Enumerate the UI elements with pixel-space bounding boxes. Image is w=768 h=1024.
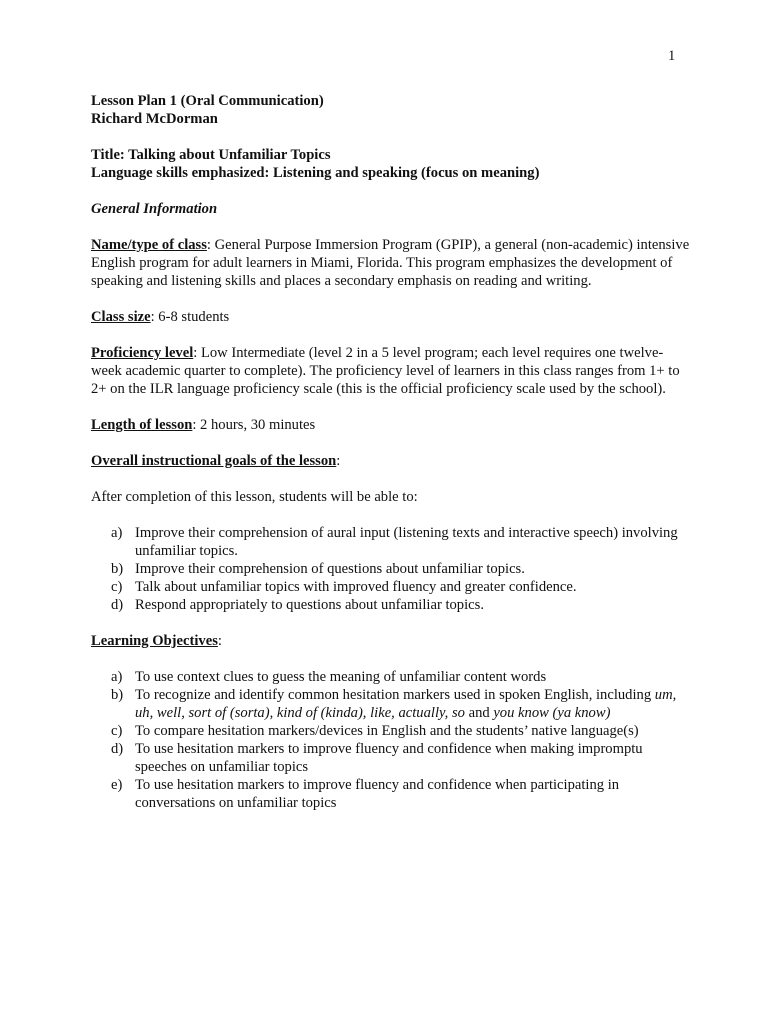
objectives-colon: : <box>217 633 222 649</box>
list-item <box>91 722 691 740</box>
list-marker: c) <box>111 723 123 739</box>
name-type-paragraph <box>91 236 691 290</box>
list-item-text: To compare hesitation markers/devices in English and the students’ native language(s) <box>135 723 639 739</box>
list-item <box>91 686 691 722</box>
lesson-plan-heading: Lesson Plan 1 (Oral Communication) <box>91 93 324 109</box>
list-marker: b) <box>111 561 124 577</box>
author-name: Richard McDorman <box>91 111 218 127</box>
proficiency-text: : Low Intermediate (level 2 in a 5 level program; each level requires one twelve-week academic quarter to complete). The proficiency level of learners in this class ranges from 1+ to 2+ on the ILR language proficiency scale (this is the official proficiency scale used by the school). <box>91 345 680 397</box>
goals-intro: After completion of this lesson, students will be able to: <box>91 489 418 505</box>
objective-b-text: To recognize and identify common hesitation markers used in spoken English, including <box>135 687 655 703</box>
list-marker: a) <box>111 525 123 541</box>
list-item-text: To use context clues to guess the meaning of unfamiliar content words <box>135 669 547 685</box>
list-item <box>91 668 691 686</box>
length-paragraph <box>91 416 691 434</box>
list-item-text: Improve their comprehension of questions about unfamiliar topics. <box>135 561 525 577</box>
objectives-heading <box>91 632 691 650</box>
class-size-label: Class size <box>91 309 151 325</box>
name-type-label: Name/type of class <box>91 237 207 253</box>
list-item-text: Improve their comprehension of aural input (listening texts and interactive speech) involving unfamiliar topics. <box>135 525 678 559</box>
objective-b-conjunction: and <box>464 705 494 721</box>
list-item <box>91 578 691 596</box>
goals-label: Overall instructional goals of the lesson <box>91 453 337 469</box>
list-item-text <box>135 686 691 722</box>
list-item-text: Talk about unfamiliar topics with improved fluency and greater confidence. <box>135 579 577 595</box>
list-marker: a) <box>111 669 123 685</box>
class-size-text: : 6-8 students <box>150 309 230 325</box>
page-number: 1 <box>668 48 676 64</box>
goals-colon: : <box>336 453 341 469</box>
list-item <box>91 560 691 578</box>
list-marker: e) <box>111 777 123 793</box>
list-marker: d) <box>111 597 124 613</box>
list-item <box>91 740 691 776</box>
list-marker: d) <box>111 741 124 757</box>
list-item-text: Respond appropriately to questions about unfamiliar topics. <box>135 597 484 613</box>
list-item <box>91 524 691 560</box>
length-text: : 2 hours, 30 minutes <box>192 417 316 433</box>
objectives-list <box>91 668 691 812</box>
name-type-text: : General Purpose Immersion Program (GPIP), a general (non-academic) intensive English program for adult learners in Miami, Florida. This program emphasizes the development of speaking and listening skills and places a secondary emphasis on reading and writing. <box>91 237 690 289</box>
list-item <box>91 776 691 812</box>
list-item-text: To use hesitation markers to improve fluency and confidence when participating in conversations on unfamiliar topics <box>135 777 620 811</box>
list-marker: b) <box>111 687 124 703</box>
proficiency-label: Proficiency level <box>91 345 194 361</box>
length-label: Length of lesson <box>91 417 193 433</box>
hesitation-marker-you-know: you know (ya know) <box>493 705 611 721</box>
skills-emphasized: Language skills emphasized: Listening and speaking (focus on meaning) <box>91 165 540 181</box>
lesson-title: Title: Talking about Unfamiliar Topics <box>91 147 331 163</box>
list-marker: c) <box>111 579 123 595</box>
class-size-paragraph <box>91 308 691 326</box>
objectives-label: Learning Objectives <box>91 633 218 649</box>
proficiency-paragraph <box>91 344 691 398</box>
goals-heading <box>91 452 691 470</box>
goals-list <box>91 524 691 614</box>
hesitation-markers-list: um, uh, well, sort of (sorta), kind of (kinda), like, actually, so <box>135 687 677 721</box>
document-body <box>91 92 691 812</box>
list-item-text: To use hesitation markers to improve fluency and confidence when making impromptu speeches on unfamiliar topics <box>135 741 643 775</box>
list-item <box>91 596 691 614</box>
general-info-heading: General Information <box>91 201 218 217</box>
